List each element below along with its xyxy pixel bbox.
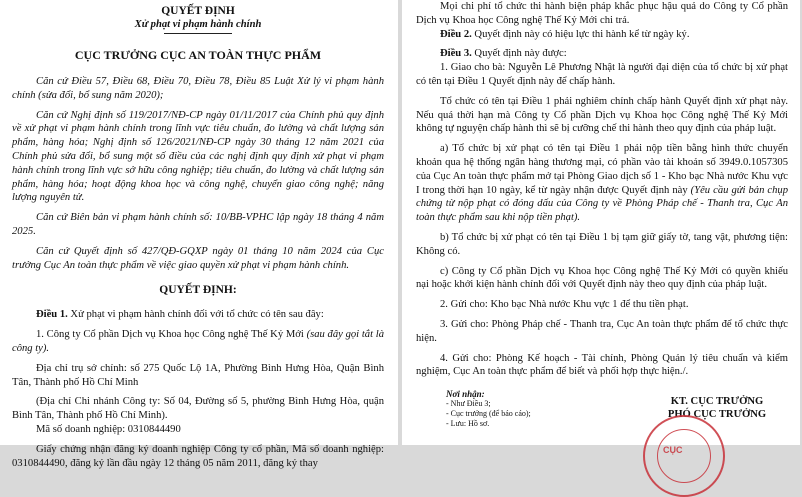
title-rule — [164, 33, 232, 34]
decision-subtitle: Xử phạt vi phạm hành chính — [134, 19, 262, 30]
compliance-text: Tổ chức có tên tại Điều 1 phải nghiêm chỉnh chấp hành Quyết định xử phạt này. Nếu quá thời hạn mà Công ty Cổ phần Dịch vụ Khoa học Công nghệ Thế Kỷ Mới không tự nguyện chấp hành thì sẽ bị cưỡng chế thi hành theo quy định của pháp luật. — [416, 95, 788, 135]
article-2-label: Điều 2. — [440, 28, 472, 40]
cost-line: Mọi chi phí tổ chức thi hành biện pháp khắc phục hậu quả do Công ty Cổ phần Dịch vụ Khoa học Công nghệ Thế Kỷ Mới chi trả. — [416, 1, 788, 26]
item-c: c) Công ty Cổ phần Dịch vụ Khoa học Công nghệ Thế Kỷ Mới có quyền khiếu nại hoặc khởi kiện hành chính đối với Quyết định này theo quy định của pháp luật. — [416, 265, 788, 291]
delivery-3: 3. Gửi cho: Phòng Pháp chế - Thanh tra, Cục An toàn thực phẩm để tổ chức thực hiện. — [416, 318, 788, 344]
article-2-text: Quyết định này có hiệu lực thi hành kể từ ngày ký. — [471, 28, 690, 40]
company-short: (sau đây gọi tắt là công ty). — [12, 329, 385, 354]
basis-1: Căn cứ Điều 57, Điều 68, Điều 70, Điều 78, Điều 85 Luật Xử lý vi phạm hành chính (sửa đổi, bổ sung năm 2020); — [12, 76, 384, 101]
recipient-item: - Cục trưởng (để báo cáo); — [446, 409, 531, 419]
basis-4: Căn cứ Quyết định số 427/QĐ-GQXP ngày 01 tháng 10 năm 2024 của Cục trưởng Cục An toàn thực phẩm về việc giao quyền xử phạt vi phạm hành chính. — [12, 245, 384, 271]
company-line — [12, 328, 384, 356]
stamp-text: CỤC — [663, 445, 683, 456]
article-3-label: Điều 3. — [440, 48, 472, 60]
recipient-item: - Như Điều 3; — [446, 399, 491, 409]
decision-title: QUYẾT ĐỊNH — [161, 5, 235, 17]
article-2 — [416, 28, 788, 42]
stamp-inner-ring — [657, 429, 711, 483]
registration-certificate: Giấy chứng nhận đăng ký doanh nghiệp Công ty cổ phần, Mã số doanh nghiệp: 0310844490, đăng ký lần đầu ngày 12 tháng 05 năm 2011, đăng ký thay — [12, 443, 384, 469]
article-1-text: Xử phạt vi phạm hành chính đối với tổ chức có tên sau đây: — [67, 309, 324, 321]
payment-note: (Yêu cầu gửi bản chụp chứng từ nộp phạt có đóng dấu của Công ty về Phòng Pháp chế - Thanh tra, Cục An toàn thực phẩm sau khi nộp tiền phạt). — [416, 184, 788, 224]
page-right — [402, 0, 800, 456]
payment-main: a) Tổ chức bị xử phạt có tên tại Điều 1 phải nộp tiền bằng hình thức chuyển khoản qua hệ thống ngân hàng thương mại, có phần vào tài khoản số 3949.0.1057305 của Cục An toàn thực phẩm mở tại Phòng Giao dịch số 1 - Kho bạc Nhà nước Khu vực I trong thời hạn 10 ngày, kể từ ngày nhận được Quyết định này — [416, 143, 788, 196]
signature-block — [632, 395, 802, 421]
delivery-4: 4. Gửi cho: Phòng Kế hoạch - Tài chính, Phòng Quản lý tiêu chuẩn và kiểm nghiệm, Cục An toàn thực phẩm để biết và phối hợp thực hiện./. — [416, 352, 788, 378]
article-3 — [416, 47, 788, 61]
sign-title-2: PHÓ CỤC TRƯỞNG — [667, 409, 767, 421]
payment-item-a — [416, 142, 788, 225]
tax-code: Mã số doanh nghiệp: 0310844490 — [36, 423, 181, 435]
page-left — [0, 0, 398, 469]
article-3-text: Quyết định này được: — [471, 48, 567, 60]
delivery-1: 1. Giao cho bà: Nguyễn Lê Phương Nhật là người đại diện của tổ chức bị xử phạt có tên tại Điều 1 Quyết định này để chấp hành. — [416, 62, 788, 87]
recipients-block — [446, 389, 531, 429]
basis-2: Căn cứ Nghị định số 119/2017/NĐ-CP ngày 01/11/2017 của Chính phủ quy định về xử phạt vi phạm hành chính trong lĩnh vực tiêu chuẩn, đo lường và chất lượng sản phẩm, hàng hóa; Nghị định số 126/2021/NĐ-CP ngày 30 tháng 12 năm 2021 của Chính phủ sửa đổi, bổ sung một số điều của các nghị định quy định xử phạt vi phạm hành chính trong lĩnh vực sở hữu công nghiệp; tiêu chuẩn, đo lường và chất lượng sản phẩm, hàng hóa; hoạt động khoa học và công nghệ, chuyển giao công nghệ; năng lượng nguyên tử. — [12, 109, 384, 204]
signature-row — [416, 389, 788, 456]
company-name: 1. Công ty Cổ phần Dịch vụ Khoa học Công nghệ Thế Kỷ Mới — [36, 329, 304, 341]
hq-address: Địa chỉ trụ sở chính: số 275 Quốc Lộ 1A, Phường Bình Hưng Hòa, Quận Bình Tân, Thành phố Hồ Chí Minh — [12, 362, 384, 388]
item-b: b) Tổ chức bị xử phạt có tên tại Điều 1 bị tạm giữ giấy tờ, tang vật, phương tiện: Không có. — [416, 231, 788, 257]
recipient-item: - Lưu: Hồ sơ. — [446, 419, 490, 429]
decision-heading: QUYẾT ĐỊNH: — [159, 284, 237, 297]
official-stamp — [643, 415, 725, 497]
article-1 — [12, 308, 384, 322]
authority-heading: CỤC TRƯỞNG CỤC AN TOÀN THỰC PHẨM — [74, 48, 322, 62]
delivery-2: 2. Gửi cho: Kho bạc Nhà nước Khu vực 1 để thu tiền phạt. — [440, 299, 689, 311]
article-1-label: Điều 1. — [36, 309, 68, 321]
branch-address: (Địa chỉ Chi nhánh Công ty: Số 04, Đường số 5, phường Bình Hưng Hòa, quận Bình Tân, Thành phố Hồ Chí Minh). — [12, 396, 384, 422]
sign-title-1: KT. CỤC TRƯỞNG — [670, 396, 764, 408]
recipients-label: Nơi nhận: — [446, 389, 485, 400]
basis-3: Căn cứ Biên bản vi phạm hành chính số: 10/BB-VPHC lập ngày 18 tháng 4 năm 2025. — [12, 212, 384, 237]
